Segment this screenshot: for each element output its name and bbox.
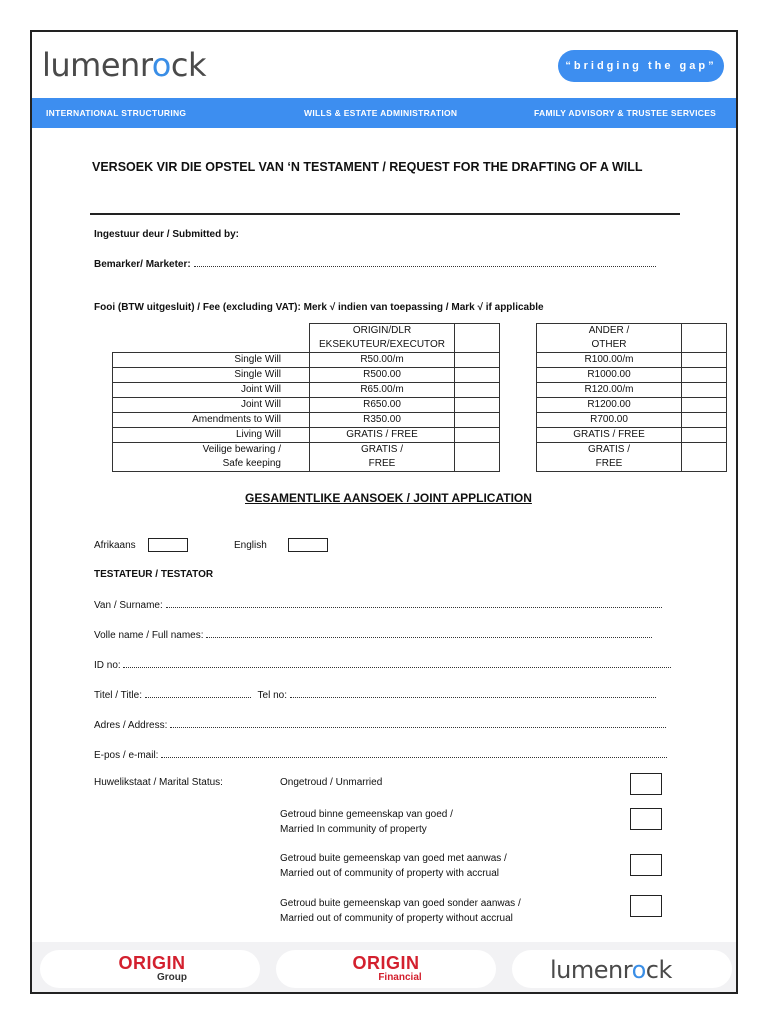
- in-community-checkbox[interactable]: [630, 808, 662, 830]
- origin-financial-logo: ORIGIN Financial: [352, 953, 422, 983]
- footer-logos: [32, 942, 736, 994]
- surname-row: [94, 599, 662, 611]
- fee-checkbox[interactable]: [682, 428, 727, 443]
- id-label: ID no:: [94, 660, 121, 671]
- full-names-label: Volle name / Full names:: [94, 630, 204, 641]
- fee-row: Veilige bewaring / Safe keeping GRATIS / FREE GRATIS / FREE: [113, 443, 727, 472]
- fee-checkbox[interactable]: [682, 383, 727, 398]
- title-label: Titel / Title:: [94, 690, 142, 701]
- email-field[interactable]: [161, 749, 667, 758]
- email-row: [94, 749, 667, 761]
- fee-checkbox[interactable]: [455, 413, 500, 428]
- fee-row: Single Will R500.00 R1000.00: [113, 368, 727, 383]
- address-row: [94, 719, 666, 731]
- full-names-field[interactable]: [206, 629, 652, 638]
- fee-row: Amendments to Will R350.00 R700.00: [113, 413, 727, 428]
- marital-status-label: Huwelikstaat / Marital Status:: [94, 777, 223, 788]
- origin-column-header: ORIGIN/DLR EKSEKUTEUR/EXECUTOR: [310, 324, 455, 353]
- fee-checkbox[interactable]: [682, 398, 727, 413]
- fee-row: Joint Will R650.00 R1200.00: [113, 398, 727, 413]
- marital-option-without-accrual: Getroud buite gemeenskap van goed sonder aanwas / Married out of community of property without accrual: [280, 898, 521, 924]
- title-divider: [90, 213, 680, 215]
- fee-checkbox[interactable]: [455, 443, 500, 472]
- address-label: Adres / Address:: [94, 720, 168, 731]
- surname-label: Van / Surname:: [94, 600, 163, 611]
- services-bar: [32, 98, 736, 128]
- email-label: E-pos / e-mail:: [94, 750, 159, 761]
- nav-family-advisory: FAMILY ADVISORY & TRUSTEE SERVICES: [534, 108, 717, 118]
- marketer-label: Bemarker/ Marketer:: [94, 259, 191, 270]
- fee-row: Single Will R50.00/m R100.00/m: [113, 353, 727, 368]
- afrikaans-label: Afrikaans: [94, 540, 136, 551]
- afrikaans-checkbox[interactable]: [148, 538, 188, 552]
- fee-checkbox[interactable]: [455, 383, 500, 398]
- fee-row: Joint Will R65.00/m R120.00/m: [113, 383, 727, 398]
- tel-label: Tel no:: [257, 690, 288, 701]
- page-title: VERSOEK VIR DIE OPSTEL VAN ‘N TESTAMENT / REQUEST FOR THE DRAFTING OF A WILL: [92, 160, 643, 174]
- marketer-row: [94, 258, 656, 270]
- fee-checkbox[interactable]: [682, 368, 727, 383]
- origin-group-logo: ORIGIN Group: [118, 953, 187, 983]
- tel-field[interactable]: [290, 689, 656, 698]
- lumenrock-footer-logo: lumenrock: [550, 956, 672, 984]
- marital-option-with-accrual: Getroud buite gemeenskap van goed met aanwas / Married out of community of property with accrual: [280, 853, 507, 879]
- fee-checkbox[interactable]: [682, 353, 727, 368]
- tagline-badge: “bridging the gap”: [558, 50, 724, 82]
- nav-international-structuring: INTERNATIONAL STRUCTURING: [46, 108, 187, 118]
- fee-checkbox[interactable]: [682, 413, 727, 428]
- marketer-field[interactable]: [194, 258, 656, 267]
- id-field[interactable]: [123, 659, 671, 668]
- fee-row: Living Will GRATIS / FREE GRATIS / FREE: [113, 428, 727, 443]
- joint-application-heading: GESAMENTLIKE AANSOEK / JOINT APPLICATION: [245, 491, 532, 505]
- fee-checkbox[interactable]: [455, 398, 500, 413]
- fee-checkbox[interactable]: [682, 443, 727, 472]
- fee-checkbox[interactable]: [455, 428, 500, 443]
- other-column-header: ANDER / OTHER: [537, 324, 682, 353]
- unmarried-checkbox[interactable]: [630, 773, 662, 795]
- lumenrock-logo: lumenrock: [42, 46, 206, 84]
- english-label: English: [234, 540, 267, 551]
- fee-heading: Fooi (BTW uitgesluit) / Fee (excluding VAT): Merk √ indien van toepassing / Mark √ if applicable: [94, 302, 544, 313]
- form-page: [30, 30, 738, 994]
- without-accrual-checkbox[interactable]: [630, 895, 662, 917]
- address-field[interactable]: [170, 719, 666, 728]
- full-names-row: [94, 629, 652, 641]
- marital-option-unmarried: Ongetroud / Unmarried: [280, 777, 383, 788]
- fee-table: [112, 323, 727, 472]
- fee-checkbox[interactable]: [455, 353, 500, 368]
- nav-wills-estate: WILLS & ESTATE ADMINISTRATION: [304, 108, 458, 118]
- submitted-by-label: Ingestuur deur / Submitted by:: [94, 229, 240, 240]
- with-accrual-checkbox[interactable]: [630, 854, 662, 876]
- id-row: [94, 659, 671, 671]
- fee-checkbox[interactable]: [455, 368, 500, 383]
- title-tel-row: [94, 689, 656, 701]
- english-checkbox[interactable]: [288, 538, 328, 552]
- title-field[interactable]: [145, 689, 251, 698]
- fee-header-row: [113, 324, 727, 353]
- testator-heading: TESTATEUR / TESTATOR: [94, 569, 214, 580]
- marital-option-in-community: Getroud binne gemeenskap van goed / Married In community of property: [280, 809, 453, 835]
- surname-field[interactable]: [166, 599, 662, 608]
